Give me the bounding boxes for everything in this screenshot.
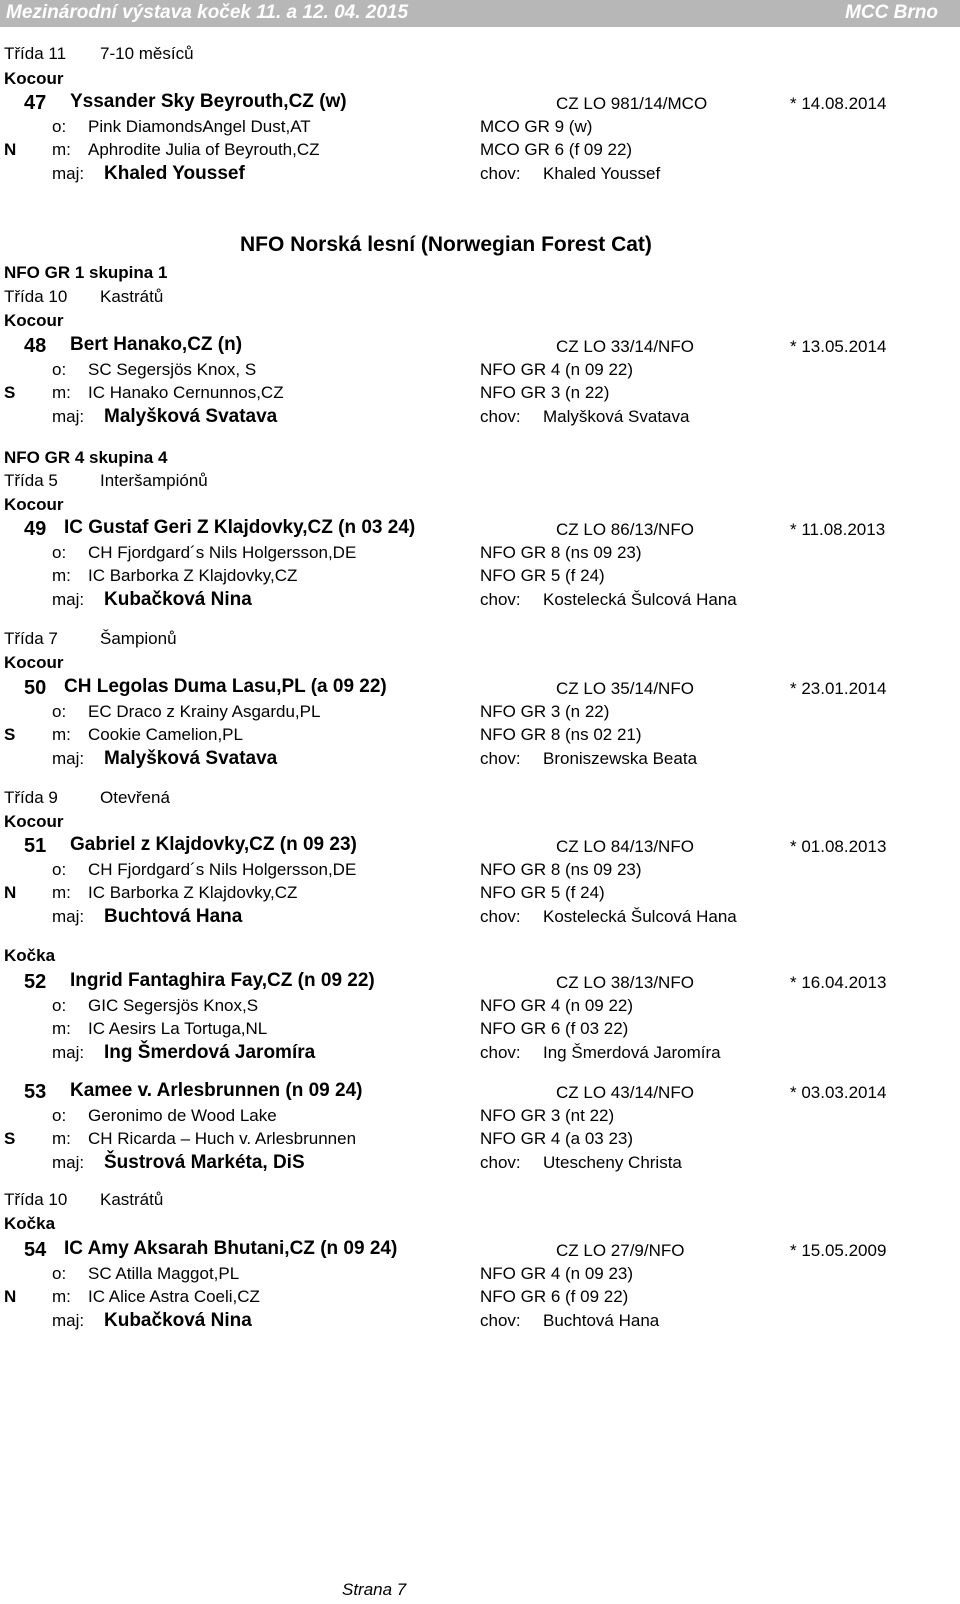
class-label: Třída 10 (4, 1190, 68, 1209)
breeder-label: chov: (480, 749, 521, 768)
sire-label: o: (52, 1106, 67, 1125)
sire-name: SC Atilla Maggot,PL (88, 1264, 240, 1283)
registration-number: CZ LO 35/14/NFO (556, 679, 694, 698)
sex-letter: S (4, 383, 16, 402)
dam-ems: NFO GR 6 (f 03 22) (480, 1019, 629, 1038)
birth-date: * 16.04.2013 (790, 973, 887, 992)
owner-name: Ing Šmerdová Jaromíra (104, 1042, 316, 1063)
catalog-number: 54 (24, 1239, 47, 1261)
owner-label: maj: (52, 1153, 85, 1172)
registration-number: CZ LO 84/13/NFO (556, 837, 694, 856)
cat-name: Ingrid Fantaghira Fay,CZ (n 09 22) (70, 970, 375, 991)
class-label: Třída 9 (4, 788, 58, 807)
catalog-number: 50 (24, 677, 47, 699)
sex-letter: N (4, 1287, 17, 1306)
dam-name: Cookie Camelion,PL (88, 725, 243, 744)
owner-name: Buchtová Hana (104, 906, 243, 927)
breeder-name: Malyšková Svatava (543, 407, 690, 426)
dam-ems: NFO GR 8 (ns 02 21) (480, 725, 642, 744)
breeder-label: chov: (480, 164, 521, 183)
sire-label: o: (52, 996, 67, 1015)
breeder-label: chov: (480, 1311, 521, 1330)
class-name: Interšampiónů (100, 471, 208, 490)
sire-name: CH Fjordgard´s Nils Holgersson,DE (88, 860, 357, 879)
owner-label: maj: (52, 164, 85, 183)
dam-label: m: (52, 1129, 71, 1148)
dam-name: Aphrodite Julia of Beyrouth,CZ (88, 140, 320, 159)
dam-name: IC Aesirs La Tortuga,NL (88, 1019, 268, 1038)
breeder-name: Broniszewska Beata (543, 749, 698, 768)
sex-letter: S (4, 725, 16, 744)
group-heading: NFO GR 1 skupina 1 (4, 263, 168, 282)
birth-date: * 14.08.2014 (790, 94, 887, 113)
dam-label: m: (52, 383, 71, 402)
breeder-label: chov: (480, 407, 521, 426)
header-club: MCC Brno (845, 2, 938, 23)
dam-label: m: (52, 566, 71, 585)
cat-name: Gabriel z Klajdovky,CZ (n 09 23) (70, 834, 357, 855)
owner-label: maj: (52, 907, 85, 926)
dam-name: CH Ricarda – Huch v. Arlesbrunnen (88, 1129, 357, 1148)
cat-name: IC Amy Aksarah Bhutani,CZ (n 09 24) (64, 1238, 398, 1259)
owner-name: Khaled Youssef (104, 163, 245, 184)
catalog-number: 47 (24, 92, 47, 114)
sire-ems: NFO GR 4 (n 09 22) (480, 996, 634, 1015)
registration-number: CZ LO 38/13/NFO (556, 973, 694, 992)
breeder-name: Kostelecká Šulcová Hana (543, 907, 737, 926)
registration-number: CZ LO 86/13/NFO (556, 520, 694, 539)
owner-label: maj: (52, 590, 85, 609)
catalog-number: 52 (24, 971, 47, 993)
breeder-label: chov: (480, 907, 521, 926)
dam-name: IC Barborka Z Klajdovky,CZ (88, 566, 298, 585)
dam-label: m: (52, 725, 71, 744)
sire-label: o: (52, 360, 67, 379)
birth-date: * 23.01.2014 (790, 679, 887, 698)
sex-letter: N (4, 140, 17, 159)
registration-number: CZ LO 981/14/MCO (556, 94, 708, 113)
sex-heading: Kocour (4, 311, 64, 330)
sire-label: o: (52, 543, 67, 562)
breeder-name: Utescheny Christa (543, 1153, 682, 1172)
class-label: Třída 10 (4, 287, 68, 306)
breeder-label: chov: (480, 1043, 521, 1062)
sire-ems: NFO GR 4 (n 09 22) (480, 360, 634, 379)
owner-name: Malyšková Svatava (104, 748, 278, 769)
dam-label: m: (52, 1287, 71, 1306)
page-number: Strana 7 (342, 1580, 407, 1599)
dam-label: m: (52, 140, 71, 159)
class-label: Třída 11 (4, 44, 67, 63)
class-name: Šampionů (100, 629, 177, 648)
sire-name: Pink DiamondsAngel Dust,AT (88, 117, 311, 136)
header-title: Mezinárodní výstava koček 11. a 12. 04. 2015 (6, 2, 409, 23)
sire-ems: NFO GR 4 (n 09 23) (480, 1264, 634, 1283)
class-name: 7-10 měsíců (100, 44, 194, 63)
sire-name: SC Segersjös Knox, S (88, 360, 257, 379)
sire-name: EC Draco z Krainy Asgardu,PL (88, 702, 321, 721)
breed-heading: NFO Norská lesní (Norwegian Forest Cat) (240, 233, 652, 256)
catalog-number: 48 (24, 335, 47, 357)
sire-name: GIC Segersjös Knox,S (88, 996, 259, 1015)
sire-name: Geronimo de Wood Lake (88, 1106, 277, 1125)
cat-name: Yssander Sky Beyrouth,CZ (w) (70, 91, 347, 112)
sex-heading: Kocour (4, 69, 64, 88)
owner-label: maj: (52, 749, 85, 768)
sex-heading: Kocour (4, 653, 64, 672)
sire-label: o: (52, 702, 67, 721)
birth-date: * 15.05.2009 (790, 1241, 887, 1260)
sex-heading: Kocour (4, 812, 64, 831)
sire-name: CH Fjordgard´s Nils Holgersson,DE (88, 543, 357, 562)
breeder-name: Kostelecká Šulcová Hana (543, 590, 737, 609)
cat-name: IC Gustaf Geri Z Klajdovky,CZ (n 03 24) (64, 517, 416, 538)
registration-number: CZ LO 43/14/NFO (556, 1083, 694, 1102)
dam-ems: NFO GR 5 (f 24) (480, 883, 605, 902)
page-header (0, 0, 960, 27)
dam-ems: NFO GR 4 (a 03 23) (480, 1129, 634, 1148)
class-label: Třída 7 (4, 629, 58, 648)
breeder-name: Ing Šmerdová Jaromíra (543, 1043, 721, 1062)
owner-label: maj: (52, 1311, 85, 1330)
sire-ems: NFO GR 3 (nt 22) (480, 1106, 615, 1125)
owner-label: maj: (52, 407, 85, 426)
sire-ems: NFO GR 8 (ns 09 23) (480, 543, 642, 562)
class-name: Kastrátů (100, 287, 164, 306)
cat-name: Kamee v. Arlesbrunnen (n 09 24) (70, 1080, 363, 1101)
sire-label: o: (52, 117, 67, 136)
sire-label: o: (52, 1264, 67, 1283)
dam-name: IC Hanako Cernunnos,CZ (88, 383, 284, 402)
sire-ems: NFO GR 3 (n 22) (480, 702, 610, 721)
registration-number: CZ LO 27/9/NFO (556, 1241, 685, 1260)
breeder-name: Khaled Youssef (543, 164, 661, 183)
cat-name: Bert Hanako,CZ (n) (70, 334, 243, 355)
catalog-number: 49 (24, 518, 47, 540)
catalog-number: 51 (24, 835, 47, 857)
group-heading: NFO GR 4 skupina 4 (4, 448, 168, 467)
dam-ems: NFO GR 3 (n 22) (480, 383, 610, 402)
owner-name: Malyšková Svatava (104, 406, 278, 427)
sex-heading: Kočka (4, 1214, 56, 1233)
birth-date: * 01.08.2013 (790, 837, 887, 856)
dam-ems: NFO GR 5 (f 24) (480, 566, 605, 585)
sire-ems: NFO GR 8 (ns 09 23) (480, 860, 642, 879)
birth-date: * 11.08.2013 (790, 520, 886, 539)
birth-date: * 13.05.2014 (790, 337, 887, 356)
owner-name: Kubačková Nina (104, 589, 252, 610)
sire-label: o: (52, 860, 67, 879)
dam-ems: NFO GR 6 (f 09 22) (480, 1287, 629, 1306)
sex-heading: Kocour (4, 495, 64, 514)
sex-heading: Kočka (4, 946, 56, 965)
class-name: Kastrátů (100, 1190, 164, 1209)
owner-name: Šustrová Markéta, DiS (104, 1152, 305, 1173)
breeder-label: chov: (480, 1153, 521, 1172)
breeder-name: Buchtová Hana (543, 1311, 660, 1330)
owner-label: maj: (52, 1043, 85, 1062)
birth-date: * 03.03.2014 (790, 1083, 887, 1102)
dam-ems: MCO GR 6 (f 09 22) (480, 140, 633, 159)
sex-letter: N (4, 883, 17, 902)
sex-letter: S (4, 1129, 16, 1148)
registration-number: CZ LO 33/14/NFO (556, 337, 694, 356)
dam-name: IC Alice Astra Coeli,CZ (88, 1287, 260, 1306)
cat-name: CH Legolas Duma Lasu,PL (a 09 22) (64, 676, 387, 697)
class-label: Třída 5 (4, 471, 58, 490)
dam-label: m: (52, 1019, 71, 1038)
dam-label: m: (52, 883, 71, 902)
breeder-label: chov: (480, 590, 521, 609)
class-name: Otevřená (100, 788, 170, 807)
owner-name: Kubačková Nina (104, 1310, 252, 1331)
catalog-number: 53 (24, 1081, 47, 1103)
sire-ems: MCO GR 9 (w) (480, 117, 593, 136)
dam-name: IC Barborka Z Klajdovky,CZ (88, 883, 298, 902)
